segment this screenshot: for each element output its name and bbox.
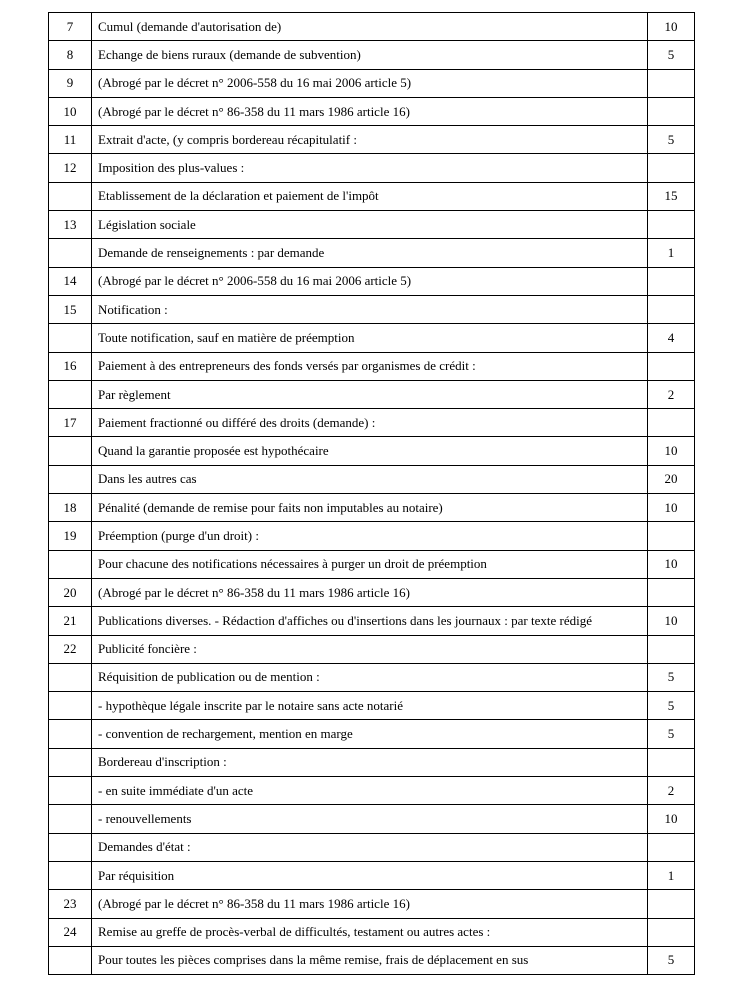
row-value [648, 918, 695, 946]
row-description: Paiement à des entrepreneurs des fonds versés par organismes de crédit : [92, 352, 648, 380]
table-row [49, 295, 695, 323]
row-number [49, 692, 92, 720]
row-number: 7 [49, 13, 92, 41]
row-value [648, 352, 695, 380]
row-description: Demande de renseignements : par demande [92, 239, 648, 267]
row-number: 21 [49, 607, 92, 635]
fee-schedule-body [49, 13, 695, 975]
table-row [49, 380, 695, 408]
row-description: Paiement fractionné ou différé des droits (demande) : [92, 409, 648, 437]
row-value [648, 578, 695, 606]
row-value [648, 890, 695, 918]
row-number: 12 [49, 154, 92, 182]
row-description: (Abrogé par le décret n° 2006-558 du 16 mai 2006 article 5) [92, 69, 648, 97]
table-row [49, 465, 695, 493]
table-row [49, 324, 695, 352]
row-number: 9 [49, 69, 92, 97]
row-number: 23 [49, 890, 92, 918]
row-value [648, 409, 695, 437]
row-description: Demandes d'état : [92, 833, 648, 861]
row-value: 4 [648, 324, 695, 352]
table-row [49, 211, 695, 239]
row-value: 10 [648, 494, 695, 522]
row-description: Extrait d'acte, (y compris bordereau récapitulatif : [92, 126, 648, 154]
row-value: 1 [648, 239, 695, 267]
row-number [49, 720, 92, 748]
row-value: 10 [648, 550, 695, 578]
row-value [648, 748, 695, 776]
row-description: Pour chacune des notifications nécessaires à purger un droit de préemption [92, 550, 648, 578]
row-description: Bordereau d'inscription : [92, 748, 648, 776]
row-value: 10 [648, 13, 695, 41]
row-description: Remise au greffe de procès-verbal de difficultés, testament ou autres actes : [92, 918, 648, 946]
table-row [49, 182, 695, 210]
row-value [648, 522, 695, 550]
table-row [49, 41, 695, 69]
table-row [49, 267, 695, 295]
table-row [49, 522, 695, 550]
table-row [49, 663, 695, 691]
row-description: (Abrogé par le décret n° 2006-558 du 16 mai 2006 article 5) [92, 267, 648, 295]
row-value: 5 [648, 692, 695, 720]
row-description: Législation sociale [92, 211, 648, 239]
table-row [49, 918, 695, 946]
table-row [49, 494, 695, 522]
row-description: Préemption (purge d'un droit) : [92, 522, 648, 550]
row-description: Notification : [92, 295, 648, 323]
row-value: 5 [648, 720, 695, 748]
row-number [49, 946, 92, 974]
table-row [49, 154, 695, 182]
row-number: 15 [49, 295, 92, 323]
row-number: 19 [49, 522, 92, 550]
row-description: (Abrogé par le décret n° 86-358 du 11 mars 1986 article 16) [92, 97, 648, 125]
row-number [49, 239, 92, 267]
row-description: - hypothèque légale inscrite par le notaire sans acte notarié [92, 692, 648, 720]
row-number: 14 [49, 267, 92, 295]
row-number: 13 [49, 211, 92, 239]
table-row [49, 692, 695, 720]
row-description: Toute notification, sauf en matière de préemption [92, 324, 648, 352]
row-description: Quand la garantie proposée est hypothécaire [92, 437, 648, 465]
row-number [49, 861, 92, 889]
row-description: Imposition des plus-values : [92, 154, 648, 182]
fee-schedule-table [48, 12, 695, 975]
table-row [49, 861, 695, 889]
row-description: Etablissement de la déclaration et paiement de l'impôt [92, 182, 648, 210]
row-description: Pour toutes les pièces comprises dans la même remise, frais de déplacement en sus [92, 946, 648, 974]
row-value: 5 [648, 946, 695, 974]
table-row [49, 578, 695, 606]
row-number: 24 [49, 918, 92, 946]
row-number [49, 663, 92, 691]
row-number [49, 550, 92, 578]
row-value: 5 [648, 41, 695, 69]
row-value: 10 [648, 437, 695, 465]
row-number: 22 [49, 635, 92, 663]
row-value [648, 154, 695, 182]
row-value: 10 [648, 607, 695, 635]
table-row [49, 805, 695, 833]
row-description: Par réquisition [92, 861, 648, 889]
row-description: Echange de biens ruraux (demande de subvention) [92, 41, 648, 69]
row-value [648, 295, 695, 323]
table-row [49, 97, 695, 125]
row-value [648, 267, 695, 295]
row-number [49, 805, 92, 833]
row-number [49, 777, 92, 805]
row-number [49, 380, 92, 408]
row-number: 10 [49, 97, 92, 125]
row-description: Publications diverses. - Rédaction d'affiches ou d'insertions dans les journaux : par texte rédigé [92, 607, 648, 635]
row-value [648, 211, 695, 239]
row-number: 16 [49, 352, 92, 380]
row-description: Réquisition de publication ou de mention : [92, 663, 648, 691]
row-value: 10 [648, 805, 695, 833]
row-value: 1 [648, 861, 695, 889]
row-number [49, 182, 92, 210]
row-number [49, 437, 92, 465]
table-row [49, 437, 695, 465]
table-row [49, 748, 695, 776]
row-number [49, 465, 92, 493]
row-description: - en suite immédiate d'un acte [92, 777, 648, 805]
row-value: 5 [648, 126, 695, 154]
row-number [49, 324, 92, 352]
row-number [49, 833, 92, 861]
table-row [49, 777, 695, 805]
row-value [648, 635, 695, 663]
table-row [49, 833, 695, 861]
row-description: Cumul (demande d'autorisation de) [92, 13, 648, 41]
table-row [49, 635, 695, 663]
row-number: 17 [49, 409, 92, 437]
table-row [49, 550, 695, 578]
row-description: - convention de rechargement, mention en marge [92, 720, 648, 748]
table-row [49, 69, 695, 97]
table-row [49, 409, 695, 437]
row-description: Pénalité (demande de remise pour faits non imputables au notaire) [92, 494, 648, 522]
table-row [49, 720, 695, 748]
row-description: (Abrogé par le décret n° 86-358 du 11 mars 1986 article 16) [92, 578, 648, 606]
table-row [49, 946, 695, 974]
table-row [49, 126, 695, 154]
table-row [49, 239, 695, 267]
row-description: - renouvellements [92, 805, 648, 833]
row-value: 20 [648, 465, 695, 493]
row-number: 20 [49, 578, 92, 606]
row-description: Publicité foncière : [92, 635, 648, 663]
row-value [648, 833, 695, 861]
row-number: 18 [49, 494, 92, 522]
row-value [648, 97, 695, 125]
table-row [49, 352, 695, 380]
table-row [49, 890, 695, 918]
row-value: 5 [648, 663, 695, 691]
row-value: 2 [648, 380, 695, 408]
table-row [49, 13, 695, 41]
row-value: 2 [648, 777, 695, 805]
row-number: 8 [49, 41, 92, 69]
row-value [648, 69, 695, 97]
row-description: Dans les autres cas [92, 465, 648, 493]
row-number [49, 748, 92, 776]
row-number: 11 [49, 126, 92, 154]
row-description: (Abrogé par le décret n° 86-358 du 11 mars 1986 article 16) [92, 890, 648, 918]
table-row [49, 607, 695, 635]
row-description: Par règlement [92, 380, 648, 408]
row-value: 15 [648, 182, 695, 210]
